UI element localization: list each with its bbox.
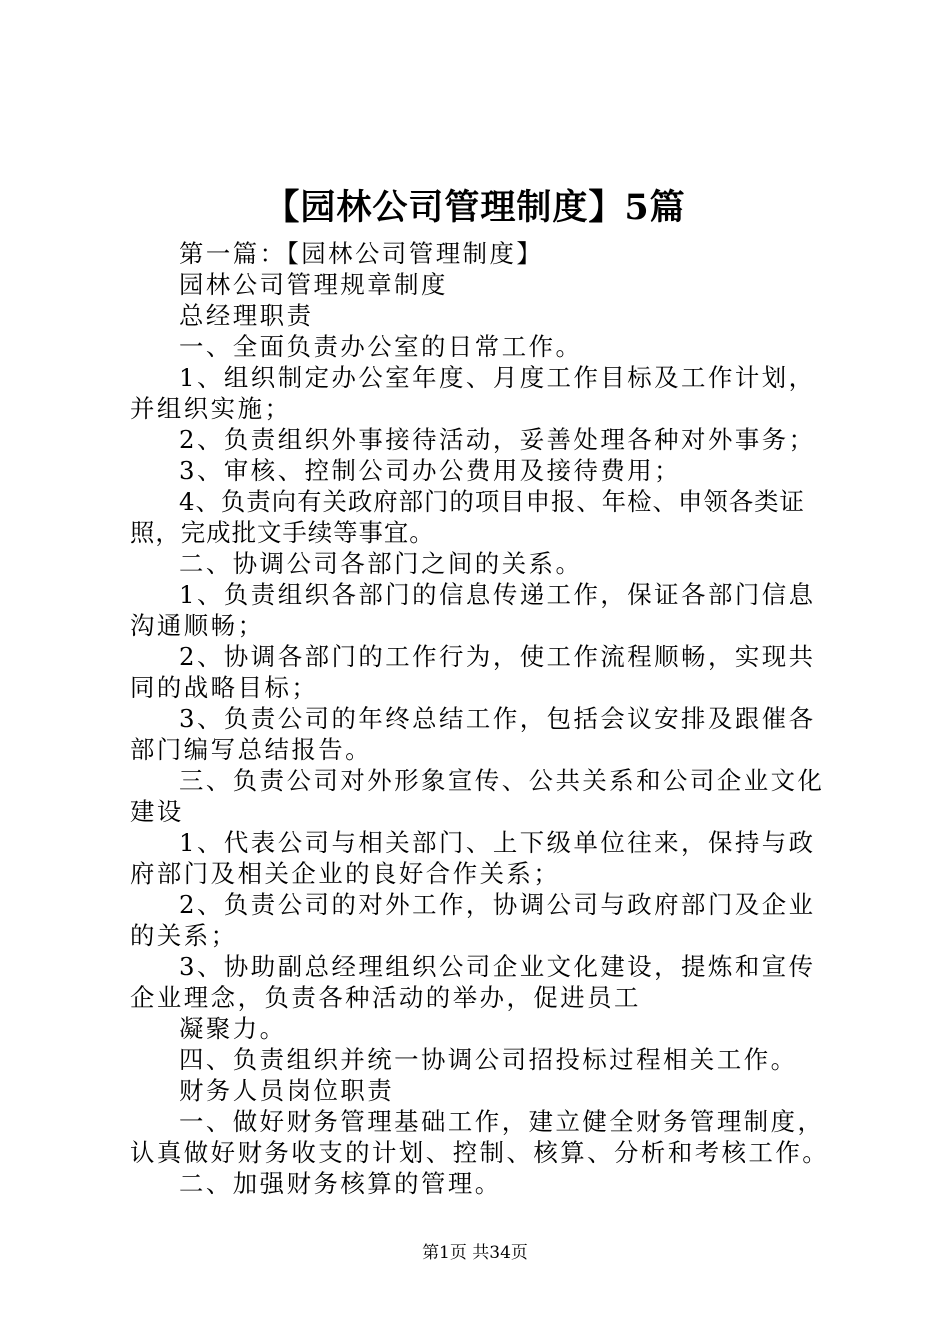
paragraph: 一、全面负责办公室的日常工作。 xyxy=(179,332,583,361)
paragraph: 财务人员岗位职责 xyxy=(179,1076,395,1105)
paragraph: 2、负责公司的对外工作，协调公司与政府部门及企业的关系； xyxy=(130,890,816,950)
page-indicator: 第1页 共34页 xyxy=(422,1243,528,1263)
paragraph: 二、协调公司各部门之间的关系。 xyxy=(179,549,583,578)
paragraph: 二、加强财务核算的管理。 xyxy=(179,1169,502,1198)
paragraph: 园林公司管理规章制度 xyxy=(179,270,448,299)
paragraph: 3、负责公司的年终总结工作，包括会议安排及跟催各部门编写总结报告。 xyxy=(130,704,816,764)
paragraph: 3、审核、控制公司办公费用及接待费用； xyxy=(179,456,682,485)
paragraph: 1、组织制定办公室年度、月度工作目标及工作计划，并组织实施； xyxy=(130,363,816,423)
paragraph: 1、负责组织各部门的信息传递工作，保证各部门信息沟通顺畅； xyxy=(130,580,816,640)
paragraph: 第一篇：【园林公司管理制度】 xyxy=(179,239,544,268)
paragraph: 4、负责向有关政府部门的项目申报、年检、申领各类证照，完成批文手续等事宜。 xyxy=(130,487,805,547)
paragraph: 1、代表公司与相关部门、上下级单位往来，保持与政府部门及相关企业的良好合作关系； xyxy=(130,828,816,888)
paragraph: 三、负责公司对外形象宣传、公共关系和公司企业文化建设 xyxy=(130,766,825,826)
paragraph: 凝聚力。 xyxy=(179,1014,287,1043)
document-title: 【园林公司管理制度】5篇 xyxy=(264,187,686,228)
paragraph: 2、负责组织外事接待活动，妥善处理各种对外事务； xyxy=(179,425,816,454)
paragraph: 一、做好财务管理基础工作，建立健全财务管理制度，认真做好财务收支的计划、控制、核算、分析和考核工作。 xyxy=(130,1107,830,1167)
paragraph: 总经理职责 xyxy=(179,301,314,330)
paragraph: 3、协助副总经理组织公司企业文化建设，提炼和宣传企业理念，负责各种活动的举办，促进员工 xyxy=(130,952,816,1012)
paragraph: 2、协调各部门的工作行为，使工作流程顺畅，实现共同的战略目标； xyxy=(130,642,816,702)
document-body xyxy=(130,238,835,1199)
paragraph: 四、负责组织并统一协调公司招投标过程相关工作。 xyxy=(179,1045,798,1074)
